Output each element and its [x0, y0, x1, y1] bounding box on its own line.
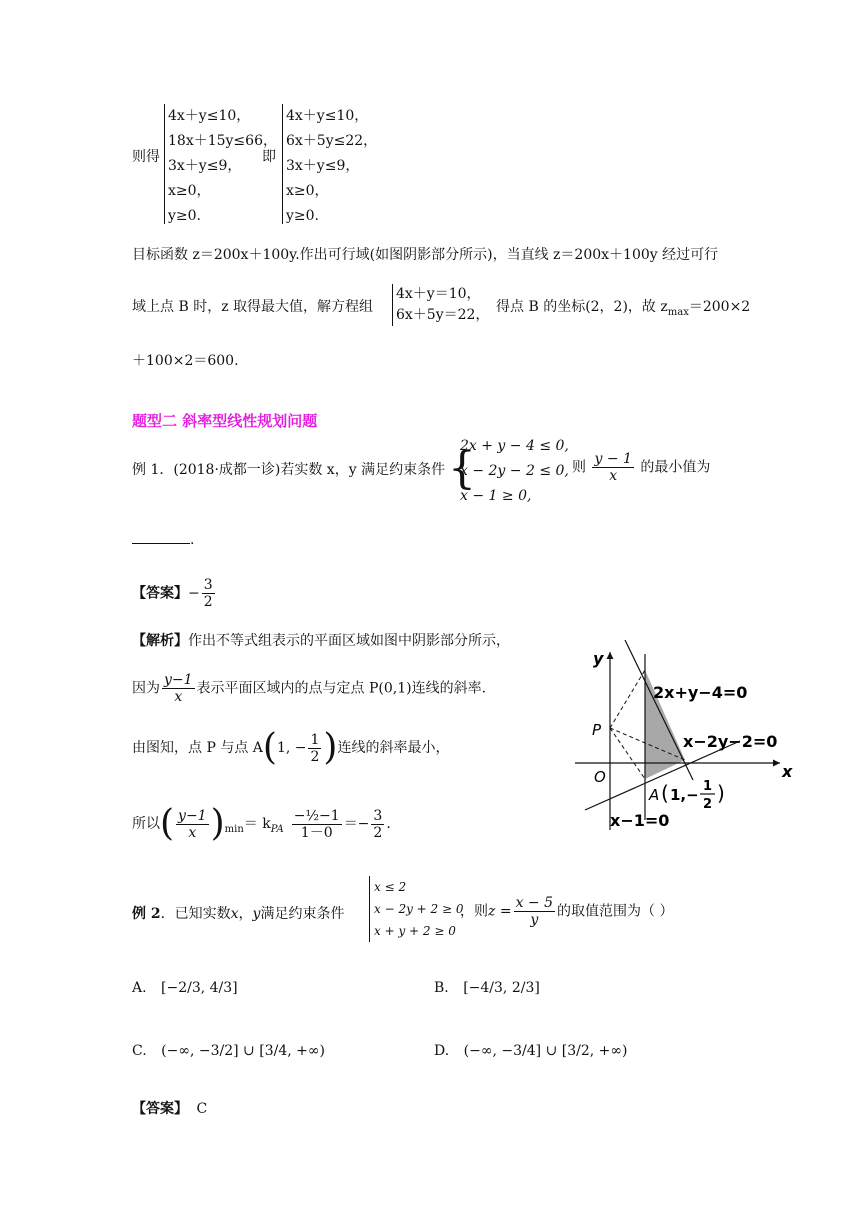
ji-label: 即 — [262, 149, 276, 165]
paragraph-text: 得点 B 的坐标(2，2)，故 z — [496, 299, 668, 315]
system2-row: x≥0， — [286, 183, 329, 199]
example1-tail — [572, 451, 710, 484]
system-row: 2x + y − 4 ≤ 0, — [460, 438, 569, 454]
fraction — [371, 808, 384, 841]
analysis-line-1 — [132, 630, 510, 650]
system1-row: 3x＋y≤9， — [168, 158, 242, 174]
text: 作出不等式组表示的平面区域如图中阴影部分所示， — [188, 633, 510, 649]
paragraph-text: ＝200×2 — [688, 299, 751, 315]
denominator: 1－0 — [292, 824, 342, 841]
example2-label: 例 2 — [132, 906, 161, 922]
fraction — [592, 451, 633, 484]
numerator: 1 — [310, 731, 320, 748]
example2-tail — [460, 895, 673, 928]
answer-1 — [132, 577, 217, 610]
example1-prefix: 例 1．(2018·成都一诊)若实数 x，y 满足约束条件 — [132, 462, 446, 478]
line1-label: 2x+y−4=0 — [653, 683, 748, 702]
denominator: x — [592, 467, 633, 484]
paragraph-text: 域上点 B 时，z 取得最大值，解方程组 — [132, 299, 374, 315]
system-row: x + y + 2 ≥ 0 — [374, 924, 456, 938]
system2 — [286, 104, 377, 229]
system2-row: 4x＋y≤10， — [286, 108, 369, 124]
left-paren: ( — [262, 727, 277, 768]
line3-label: x−1=0 — [610, 811, 670, 830]
option-text: [−4/3, 2/3] — [463, 980, 540, 996]
option-C[interactable] — [132, 1043, 325, 1059]
A-frac-num: 1 — [703, 779, 713, 794]
var-y: y — [252, 906, 261, 922]
paragraph-line-3: ＋100×2＝600. — [132, 353, 239, 369]
option-B[interactable] — [434, 980, 540, 996]
zmax-subscript: max — [667, 306, 689, 318]
text: 则 — [572, 459, 586, 476]
answer-fraction — [202, 577, 215, 610]
section-heading: 题型二 斜率型线性规划问题 — [132, 412, 318, 430]
option-text: [−2/3, 4/3] — [161, 980, 238, 996]
analysis-line-4 — [132, 803, 391, 844]
system2-row: 6x＋5y≤22， — [286, 133, 378, 149]
right-paren: ) — [210, 803, 225, 844]
system1-brace — [164, 104, 165, 224]
system3-row: 4x＋y＝10， — [396, 286, 481, 302]
analysis-label: 【解析】 — [132, 633, 188, 649]
text: z = — [488, 903, 512, 920]
option-text: (−∞, −3/4] ∪ [3/2, +∞) — [463, 1043, 628, 1059]
answer-2 — [132, 1098, 207, 1118]
fraction — [292, 808, 342, 841]
example1-system — [460, 434, 569, 509]
system2-row: 3x＋y≤9， — [286, 158, 360, 174]
text: ， — [238, 906, 253, 922]
system-row: x − 2y + 2 ≥ 0 — [374, 902, 464, 916]
numerator: y − 1 — [594, 451, 632, 467]
paren-left: ( — [661, 781, 669, 805]
system-row: x − 1 ≥ 0, — [460, 488, 532, 504]
text: 所以 — [132, 816, 160, 832]
system1-row: x≥0， — [168, 183, 211, 199]
denominator: y — [514, 911, 555, 928]
line2-label: x−2y−2=0 — [683, 732, 778, 751]
numerator: y−1 — [164, 672, 193, 688]
answer-label: 【答案】 — [132, 1101, 188, 1117]
paren-right: ) — [717, 781, 725, 805]
period: . — [386, 816, 391, 832]
point-A-label: A — [649, 786, 660, 804]
numerator: 3 — [203, 577, 213, 593]
text: 由图知，点 P 与点 A — [132, 740, 263, 756]
option-label: C. — [132, 1043, 147, 1059]
origin-label: O — [594, 768, 606, 786]
system1-row: y≥0. — [168, 208, 201, 224]
answer-value: C — [196, 1101, 208, 1117]
numerator: x − 5 — [515, 895, 553, 911]
denominator: 2 — [310, 748, 320, 765]
denominator: x — [162, 688, 195, 705]
k-subscript: PA — [270, 823, 284, 835]
dashed-line — [610, 670, 645, 728]
analysis-line-2 — [132, 672, 486, 705]
system3 — [396, 284, 489, 326]
option-label: A. — [132, 980, 147, 996]
analysis-line-3 — [132, 727, 450, 768]
right-paren: ) — [323, 727, 338, 768]
option-text: (−∞, −3/2] ∪ [3/4, +∞) — [161, 1043, 325, 1059]
denominator: 2 — [373, 824, 383, 841]
fraction — [162, 672, 195, 705]
text: ＝− — [343, 816, 370, 832]
example2-line — [132, 903, 344, 923]
system2-row: y≥0. — [286, 208, 319, 224]
paragraph-line-1: 目标函数 z＝200x＋100y.作出可行域(如图阴影部分所示)，当直线 z＝200x＋100y 经过可行 — [132, 247, 719, 263]
dashed-line — [610, 728, 645, 779]
point-P-label: P — [592, 721, 602, 739]
fraction — [308, 732, 321, 765]
text: ＝ k — [243, 816, 271, 832]
left-brace: { — [448, 443, 476, 494]
text: 表示平面区域内的点与定点 P(0,1)连线的斜率. — [196, 680, 487, 697]
example2-system — [374, 876, 464, 942]
system2-brace — [282, 104, 283, 224]
text: ．已知实数 — [160, 906, 231, 922]
system1-row: 4x＋y≤10， — [168, 108, 251, 124]
option-A[interactable] — [132, 980, 238, 996]
coord: 1, − — [276, 740, 307, 756]
system-row: x ≤ 2 — [374, 880, 407, 894]
numerator: 3 — [373, 807, 383, 824]
min-subscript: min — [224, 823, 244, 835]
var-x: x — [230, 906, 239, 922]
denominator: 2 — [203, 594, 213, 610]
then-label: 则得 — [132, 149, 160, 165]
example2-brace — [369, 876, 370, 942]
x-axis-label: x — [782, 762, 793, 781]
text: 的取值范围为（ ） — [557, 903, 674, 920]
option-label: D. — [434, 1043, 450, 1059]
answer-sign: − — [188, 585, 200, 602]
system1-row: 18x＋15y≤66， — [168, 133, 277, 149]
answer-blank — [132, 532, 194, 548]
paragraph-line-2 — [132, 296, 373, 316]
period: . — [190, 532, 195, 548]
point-A-coord: 1,− — [670, 786, 699, 804]
paragraph-line-2b — [496, 296, 750, 318]
text: 连线的斜率最小， — [337, 740, 450, 756]
numerator: −½−1 — [293, 807, 340, 824]
left-paren: ( — [160, 803, 175, 844]
option-D[interactable] — [434, 1043, 628, 1059]
system3-brace — [392, 284, 393, 326]
fraction — [176, 808, 209, 841]
A-frac-den: 2 — [703, 797, 713, 812]
text: 满足约束条件 — [260, 906, 345, 922]
fraction — [514, 895, 555, 928]
system1 — [168, 104, 277, 229]
option-label: B. — [434, 980, 449, 996]
answer-label: 【答案】 — [132, 585, 188, 602]
system3-row: 6x＋5y＝22， — [396, 307, 490, 323]
text: 因为 — [132, 680, 160, 697]
text: ，则 — [460, 903, 488, 920]
system-row: x − 2y − 2 ≤ 0, — [460, 463, 569, 479]
text: 的最小值为 — [640, 459, 711, 476]
denominator: x — [176, 824, 209, 841]
numerator: y−1 — [178, 807, 207, 824]
blank-line — [132, 543, 190, 544]
y-axis-label: y — [593, 649, 604, 668]
feasible-region-figure — [575, 640, 793, 835]
